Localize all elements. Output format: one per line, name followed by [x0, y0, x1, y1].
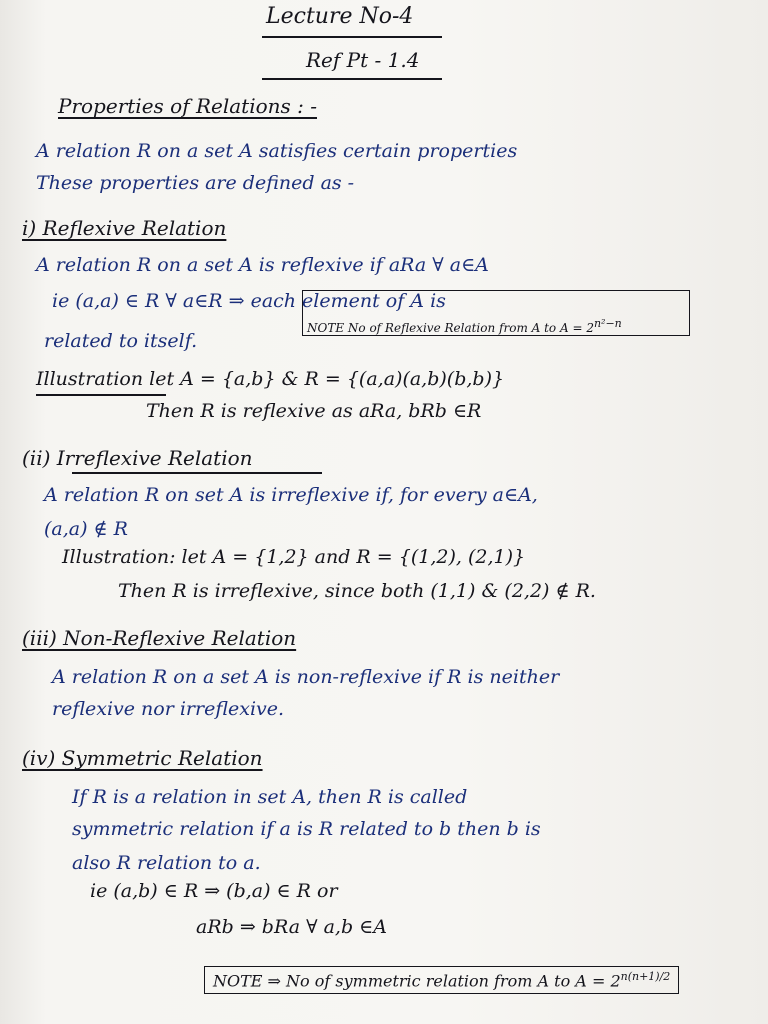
nonreflexive-def-2: reflexive nor irreflexive.: [52, 698, 285, 720]
lecture-title: Lecture No-4: [266, 4, 414, 29]
symmetric-heading: (iv) Symmetric Relation: [22, 746, 263, 770]
irreflexive-heading: (ii) Irreflexive Relation: [22, 446, 253, 470]
reflexive-illustration-1: Illustration let A = {a,b} & R = {(a,a)(a,b)(b,b)}: [36, 368, 505, 390]
intro-line-1: A relation R on a set A satisfies certain properties: [36, 140, 518, 162]
title-underline: [262, 36, 442, 38]
symmetric-note-box: [204, 966, 679, 994]
nonreflexive-def-1: A relation R on a set A is non-reflexive if R is neither: [52, 666, 560, 688]
symmetric-def-2: symmetric relation if a is R related to b then b is: [72, 818, 541, 840]
symmetric-note-text: NOTE ⇒ No of symmetric relation from A to A = 2: [213, 971, 621, 991]
section-heading: Properties of Relations : -: [58, 94, 317, 118]
reflexive-note-text: NOTE No of Reflexive Relation from A to A = 2: [307, 321, 594, 335]
nonreflexive-heading: (iii) Non-Reflexive Relation: [22, 626, 297, 650]
symmetric-note-exponent: n(n+1)/2: [620, 970, 671, 983]
illustration-underline: [36, 394, 166, 396]
irreflexive-illustration-1: Illustration: let A = {1,2} and R = {(1,2), (2,1)}: [62, 546, 526, 568]
symmetric-ie-line-2: aRb ⇒ bRa ∀ a,b ∈A: [196, 916, 387, 938]
symmetric-def-3: also R relation to a.: [72, 852, 261, 874]
ref-underline: [262, 78, 442, 80]
symmetric-def-1: If R is a relation in set A, then R is called: [72, 786, 468, 808]
reflexive-def-2: ie (a,a) ∈ R ∀ a∈R ⇒ each element of A is: [52, 290, 446, 312]
irreflexive-def-1: A relation R on set A is irreflexive if, for every a∈A,: [44, 484, 538, 506]
reflexive-note-exponent: n²−n: [593, 317, 622, 330]
reflexive-note-box: [302, 290, 690, 336]
reflexive-heading: i) Reflexive Relation: [22, 216, 227, 240]
irreflexive-def-2: (a,a) ∉ R: [44, 518, 128, 540]
irreflexive-underline: [72, 472, 322, 474]
reflexive-illustration-2: Then R is reflexive as aRa, bRb ∈R: [146, 400, 482, 422]
reflexive-def-1: A relation R on a set A is reflexive if aRa ∀ a∈A: [36, 254, 489, 276]
symmetric-ie-line: ie (a,b) ∈ R ⇒ (b,a) ∈ R or: [90, 880, 338, 902]
irreflexive-illustration-2: Then R is irreflexive, since both (1,1) & (2,2) ∉ R.: [118, 580, 596, 602]
reference: Ref Pt - 1.4: [306, 48, 420, 72]
intro-line-2: These properties are defined as -: [36, 172, 355, 194]
reflexive-def-3: related to itself.: [44, 330, 198, 352]
